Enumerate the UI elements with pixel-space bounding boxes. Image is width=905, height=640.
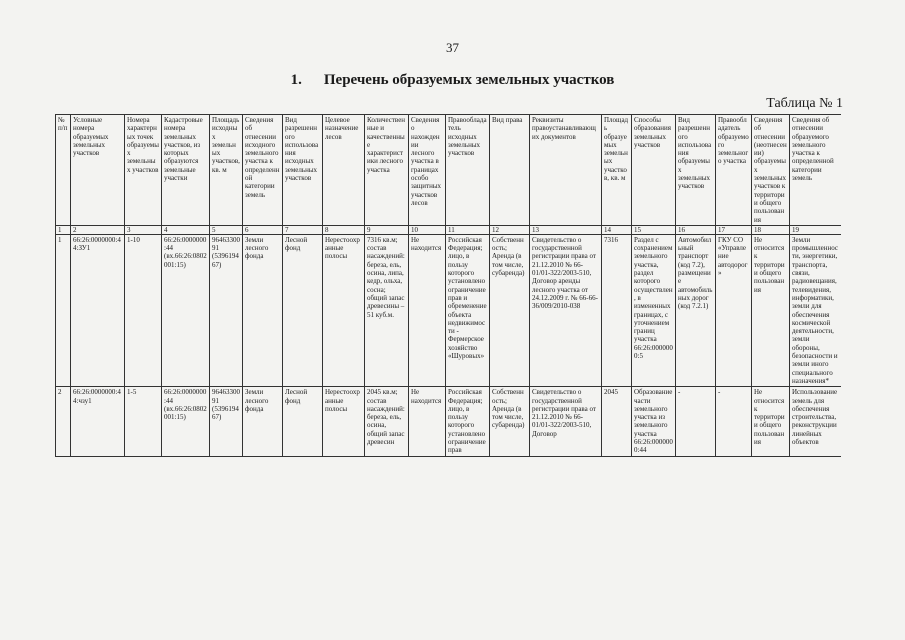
column-number-7: 7 xyxy=(283,225,323,234)
column-header-7: Вид разрешенного использования исходных земельных участков xyxy=(283,115,323,226)
table-cell: 7316 xyxy=(602,234,632,386)
column-number-3: 3 xyxy=(125,225,162,234)
column-number-10: 10 xyxy=(409,225,446,234)
table-cell: Земли лесного фонда xyxy=(243,234,283,386)
column-header-11: Правообладатель исходных земельных участков xyxy=(446,115,490,226)
column-number-row xyxy=(56,225,842,234)
column-number-8: 8 xyxy=(323,225,365,234)
table-cell: 1 xyxy=(56,234,71,386)
column-header-15: Способы образования земельных участков xyxy=(632,115,676,226)
table-cell: ГКУ СО «Управление автодорог» xyxy=(716,234,752,386)
table-cell: 1-5 xyxy=(125,387,162,456)
table-cell: Лесной фонд xyxy=(283,234,323,386)
title-text: Перечень образуемых земельных участков xyxy=(323,72,615,88)
column-header-8: Целевое назначение лесов xyxy=(323,115,365,226)
column-header-3: Номера характерных точек образуемых земельных участков xyxy=(125,115,162,226)
table-label: Таблица № 1 xyxy=(766,96,843,111)
table-cell: Лесной фонд xyxy=(283,387,323,456)
table-cell: Раздел с сохранением земельного участка, раздел которого осуществлен, в измененных границах, с уточнением границ участка 66:26:0000000:5 xyxy=(632,234,676,386)
table-cell: 66:26:0000000:44 (вх.66:26:0802001:15) xyxy=(162,387,210,456)
table-cell: - xyxy=(676,387,716,456)
table-cell: 7316 кв.м; состав насаждений: береза, ель, осина, липа, кедр, ольха, сосна; общий запас древесины – 51 куб.м. xyxy=(365,234,409,386)
table-cell: Не находится xyxy=(409,234,446,386)
table-header-row xyxy=(56,115,842,226)
table-cell: Собственность; Аренда (в том числе, субаренда) xyxy=(490,234,530,386)
column-number-16: 16 xyxy=(676,225,716,234)
table-cell: 66:26:0000000:44:ЗУ1 xyxy=(71,234,125,386)
column-number-18: 18 xyxy=(752,225,790,234)
table-cell: 1-10 xyxy=(125,234,162,386)
table-cell: Российская Федерация; лицо, в пользу которого установлено ограничение прав xyxy=(446,387,490,456)
title-number: 1. xyxy=(290,72,302,88)
column-header-10: Сведения о нахождении лесного участка в границах особо защитных участков лесов xyxy=(409,115,446,226)
page-number: 37 xyxy=(446,40,459,55)
table-cell: Свидетельство о государственной регистрации права от 21.12.2010 № 66-01/01-322/2003-510, Договор аренды лесного участка от 24.12.2009 г. № 66-66-36/009/2010-038 xyxy=(530,234,602,386)
column-header-4: Кадастровые номера земельных участков, из которых образуются земельные участки xyxy=(162,115,210,226)
column-number-1: 1 xyxy=(56,225,71,234)
table-cell: Образование части земельного участка из земельного участка 66:26:0000000:44 xyxy=(632,387,676,456)
column-number-5: 5 xyxy=(210,225,243,234)
column-header-12: Вид права xyxy=(490,115,530,226)
table-cell: Не относится к территории общего пользования xyxy=(752,234,790,386)
table-cell: - xyxy=(716,387,752,456)
column-header-9: Количественные и качественные характеристики лесного участка xyxy=(365,115,409,226)
column-number-11: 11 xyxy=(446,225,490,234)
table-body xyxy=(56,234,842,456)
column-number-17: 17 xyxy=(716,225,752,234)
table-cell: 66:26:0000000:44:чзу1 xyxy=(71,387,125,456)
column-header-1: № п/п xyxy=(56,115,71,226)
column-header-18: Сведения об отнесении (неотнесении) образуемых земельных участков к территории общего пользования xyxy=(752,115,790,226)
land-plots-table-container xyxy=(55,114,841,604)
column-number-2: 2 xyxy=(71,225,125,234)
land-plots-table xyxy=(55,114,841,457)
column-number-6: 6 xyxy=(243,225,283,234)
column-header-14: Площадь образуемых земельных участков, кв. м xyxy=(602,115,632,226)
table-row xyxy=(56,387,842,456)
document-title xyxy=(0,72,905,89)
table-cell: Нерестоохранные полосы xyxy=(323,387,365,456)
column-number-13: 13 xyxy=(530,225,602,234)
table-cell: Собственность; Аренда (в том числе, субаренда) xyxy=(490,387,530,456)
table-cell: 2 xyxy=(56,387,71,456)
column-header-16: Вид разрешенного использования образуемых земельных участков xyxy=(676,115,716,226)
table-cell: Земли промышленности, энергетики, транспорта, связи, радиовещания, телевидения, информатики, земли для обеспечения космической деятельности, земли обороны, безопасности и земли иного специального назначения* xyxy=(790,234,842,386)
table-row xyxy=(56,234,842,386)
column-number-19: 19 xyxy=(790,225,842,234)
column-number-4: 4 xyxy=(162,225,210,234)
table-cell: Не относится к территории общего пользования xyxy=(752,387,790,456)
column-header-19: Сведения об отнесении образуемого земельного участка к определенной категории земель xyxy=(790,115,842,226)
table-cell: Не находится xyxy=(409,387,446,456)
column-header-17: Правообладатель образуемого земельного участка xyxy=(716,115,752,226)
column-number-15: 15 xyxy=(632,225,676,234)
table-cell: Автомобильный транспорт (код 7.2), размещение автомобильных дорог (код 7.2.1) xyxy=(676,234,716,386)
column-header-5: Площадь исходных земельных участков, кв. м xyxy=(210,115,243,226)
column-header-6: Сведения об отнесении исходного земельного участка к определенной категории земель xyxy=(243,115,283,226)
table-cell: 9646330091 (539619467) xyxy=(210,387,243,456)
column-header-13: Реквизиты правоустанавливающих документов xyxy=(530,115,602,226)
table-cell: Свидетельство о государственной регистрации права от 21.12.2010 № 66-01/01-322/2003-510, Договор xyxy=(530,387,602,456)
column-number-12: 12 xyxy=(490,225,530,234)
column-number-14: 14 xyxy=(602,225,632,234)
table-cell: Земли лесного фонда xyxy=(243,387,283,456)
table-cell: Нерестоохранные полосы xyxy=(323,234,365,386)
column-number-9: 9 xyxy=(365,225,409,234)
column-header-2: Условные номера образуемых земельных участков xyxy=(71,115,125,226)
table-cell: 2045 xyxy=(602,387,632,456)
table-cell: Российская Федерация; лицо, в пользу которого установлено ограничение прав и обременение объекта недвижимости - Фермерское хозяйство «Шуровых» xyxy=(446,234,490,386)
table-cell: 9646330091 (539619467) xyxy=(210,234,243,386)
table-cell: 2045 кв.м; состав насаждений: береза, ель, осина, общий запас древесин xyxy=(365,387,409,456)
table-cell: 66:26:0000000:44 (вх.66:26:0802001:15) xyxy=(162,234,210,386)
table-cell: Использование земель для обеспечения строительства, реконструкции линейных объектов xyxy=(790,387,842,456)
